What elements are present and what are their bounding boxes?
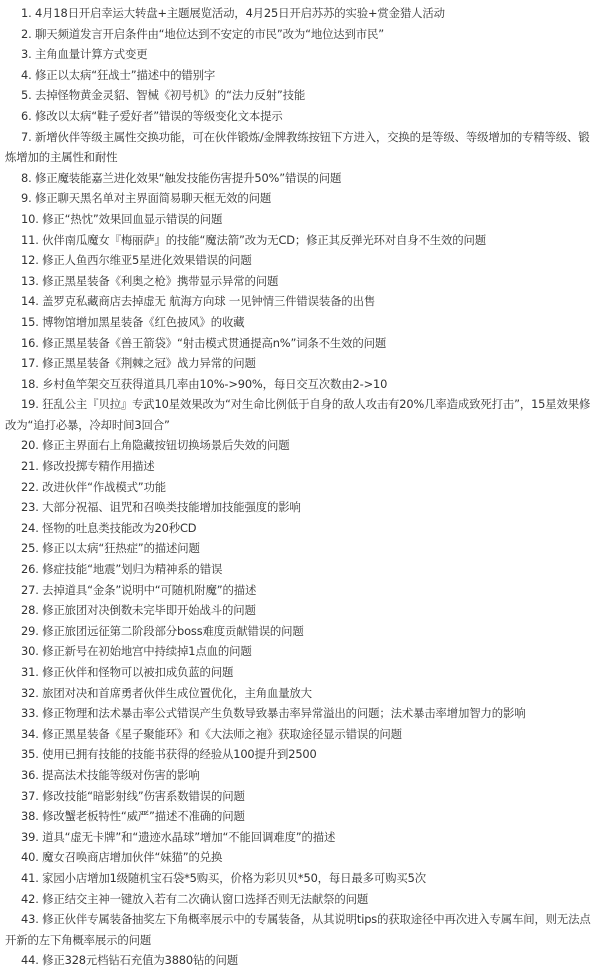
- changelog-item-14: 14. 盖罗克私藏商店去掉虚无 航海方向球 一见钟情三件错误装备的出售: [21, 294, 376, 309]
- changelog-item-40: 40. 魔女召唤商店增加伙伴“妹猫”的兑换: [21, 850, 223, 865]
- changelog-item-12: 12. 修正人鱼西尔维亚5星进化效果错误的问题: [21, 253, 252, 268]
- changelog-item-13: 13. 修正黑星装备《利奥之枪》携带显示异常的问题: [21, 273, 279, 288]
- changelog-item-35: 35. 使用已拥有技能的技能书获得的经验从100提升到2500: [21, 747, 317, 762]
- changelog-item-10: 10. 修正“热忱”效果回血显示错误的问题: [21, 211, 223, 226]
- changelog-item-18: 18. 乡村鱼竿架交互获得道具几率由10%->90%，每日交互次数由2->10: [21, 376, 388, 391]
- changelog-item-38: 38. 修改蟹老板特性“威严”描述不准确的问题: [21, 809, 245, 824]
- changelog-item-16: 16. 修正黑星装备《兽王箭袋》“射击模式贯通提高n%”词条不生效的问题: [21, 335, 387, 350]
- changelog-item-39: 39. 道具“虚无卡牌”和“遗迹水晶球”增加“不能回调难度”的描述: [21, 829, 336, 844]
- changelog-item-36: 36. 提高法术技能等级对伤害的影响: [21, 767, 200, 782]
- changelog-item-9: 9. 修正聊天黑名单对主界面简易聊天框无效的问题: [21, 191, 272, 206]
- changelog-item-6: 6. 修改以太病“鞋子爱好者”错误的等级变化文本提示: [21, 108, 283, 123]
- changelog-item-24: 24. 怪物的吐息类技能改为20秒CD: [21, 520, 197, 535]
- changelog-item-44: 44. 修正328元档钻石充值为3880钻的问题: [21, 953, 238, 968]
- changelog-item-42: 42. 修正结交主神一键放入若有二次确认窗口选择否则无法献祭的问题: [21, 891, 369, 906]
- changelog-item-31: 31. 修正伙伴和怪物可以被扣成负蓝的问题: [21, 665, 234, 679]
- changelog-item-33: 33. 修正物理和法术暴击率公式错误产生负数导致暴击率异常溢出的问题；法术暴击率增加智力的影响: [21, 706, 526, 721]
- changelog-item-21: 21. 修改投掷专精作用描述: [21, 459, 155, 474]
- changelog-item-41: 41. 家园小店增加1级随机宝石袋*5购买，价格为彩贝贝*50，每日最多可购买5次: [21, 870, 426, 885]
- changelog-item-17: 17. 修正黑星装备《荆棘之冠》战力异常的问题: [21, 356, 256, 371]
- changelog-item-8: 8. 修正魔装能嘉兰进化效果“触发技能伤害提升50%”错误的问题: [21, 170, 342, 185]
- changelog-item-34: 34. 修正黑星装备《星子聚能环》和《大法师之袍》获取途径显示错误的问题: [21, 726, 402, 741]
- changelog-item-28: 28. 修正旅团对决倒数未完毕即开始战斗的问题: [21, 603, 256, 618]
- changelog-item-25: 25. 修正以太病“狂热症”的描述问题: [21, 541, 200, 556]
- changelog-item-4: 4. 修正以太病“狂战士”描述中的错别字: [21, 67, 216, 82]
- changelog-item-32: 32. 旅团对决和首席勇者伙伴生成位置优化，主角血量放大: [21, 685, 312, 700]
- changelog-item-27: 27. 去掉道具“金条”说明中“可随机附魔”的描述: [21, 582, 257, 597]
- changelog-item-15: 15. 博物馆增加黑星装备《红色披风》的收藏: [21, 314, 245, 329]
- changelog-item-3: 3. 主角血量计算方式变更: [21, 47, 148, 62]
- changelog-item-37: 37. 修改技能“暗影射线”伤害系数错误的问题: [21, 788, 245, 803]
- changelog-item-7: 7. 新增伙伴等级主属性交换功能，可在伙伴锻炼/金牌教练按钮下方进入，交换的是等级、等级增加的专精等级、锻炼增加的主属性和耐性: [5, 129, 590, 165]
- changelog-item-22: 22. 改进伙伴“作战模式”功能: [21, 479, 167, 494]
- changelog-item-29: 29. 修正旅团远征第二阶段部分boss难度贡献错误的问题: [21, 623, 304, 638]
- changelog-item-23: 23. 大部分祝福、诅咒和召唤类技能增加技能强度的影响: [21, 500, 301, 515]
- changelog-item-26: 26. 修症技能“地震”划归为精神系的错误: [21, 562, 223, 577]
- changelog-item-19: 19. 狂乱公主『贝拉』专武10星效果改为“对生命比例低于自身的敌人攻击有20%几率造成致死打击”，15星效果修改为“追打必暴，冷却时间3回合”: [5, 397, 591, 432]
- changelog-item-43: 43. 修正伙伴专属装备抽奖左下角概率展示中的专属装备，从其说明tips的获取途径中再次进入专属车间，则无法点开新的左下角概率展示的问题: [5, 912, 591, 947]
- changelog-item-30: 30. 修正新号在初始地宫中持续掉1点血的问题: [21, 644, 252, 659]
- changelog-item-5: 5. 去掉怪物黄金灵貂、智械《初号机》的“法力反射”技能: [21, 88, 306, 103]
- changelog-item-2: 2. 聊天频道发言开启条件由“地位达到不安定的市民”改为“地位达到市民”: [21, 26, 385, 41]
- changelog-item-20: 20. 修正主界面右上角隐藏按钮切换场景后失效的问题: [21, 438, 290, 453]
- changelog-item-11: 11. 伙伴南瓜魔女『梅丽萨』的技能“魔法箭”改为无CD；修正其反弹光环对自身不生效的问题: [21, 232, 486, 247]
- changelog-item-1: 1. 4月18日开启幸运大转盘+主题展览活动，4月25日开启苏苏的实验+赏金猎人活动: [21, 6, 445, 20]
